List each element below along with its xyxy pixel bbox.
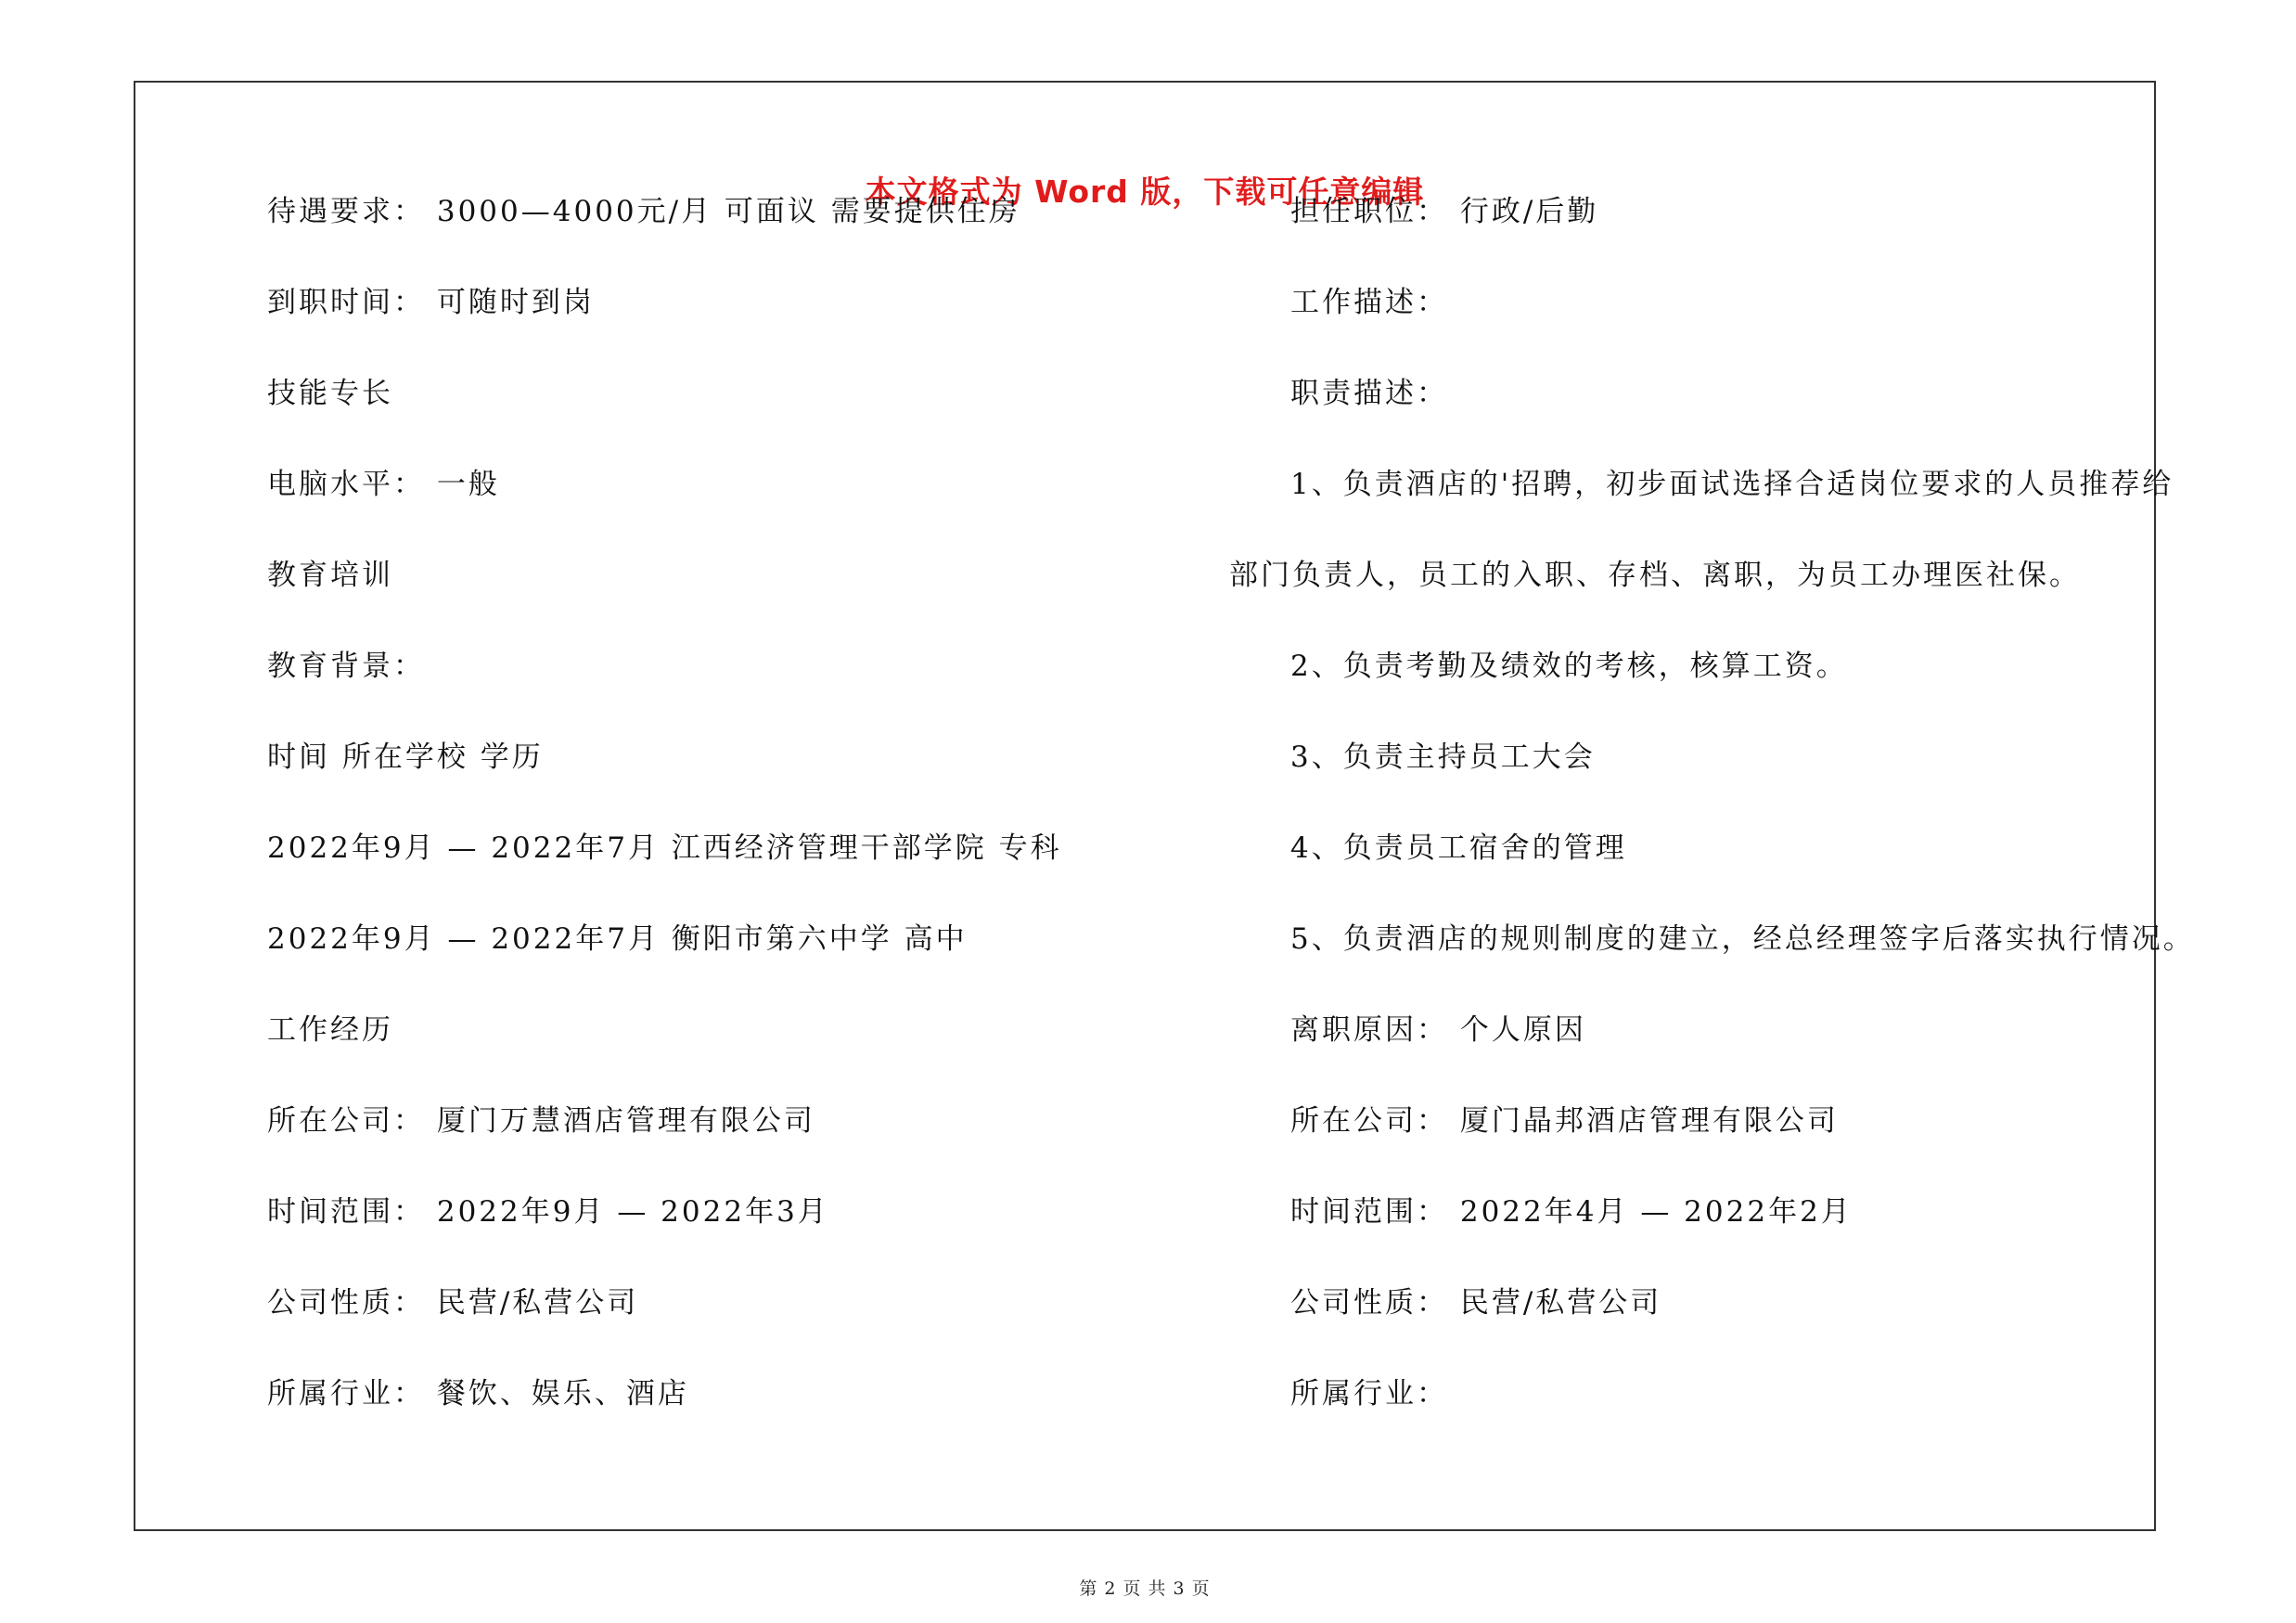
right-line-13: 公司性质： 民营/私营公司 <box>1290 1286 1662 1320</box>
right-line-12: 时间范围： 2022年4月 — 2022年2月 <box>1290 1195 1853 1229</box>
left-line-7: 时间 所在学校 学历 <box>267 741 544 774</box>
right-line-11: 所在公司： 厦门晶邦酒店管理有限公司 <box>1290 1104 1839 1138</box>
left-line-1: 待遇要求： 3000—4000元/月 可面议 需要提供住房 <box>267 195 1020 228</box>
left-line-12: 时间范围： 2022年9月 — 2022年3月 <box>267 1195 829 1229</box>
left-line-9: 2022年9月 — 2022年7月 衡阳市第六中学 高中 <box>267 922 968 956</box>
right-line-10: 离职原因： 个人原因 <box>1290 1013 1586 1047</box>
right-line-2: 工作描述： <box>1290 286 1448 319</box>
format-banner: 本文格式为 Word 版，下载可任意编辑 <box>865 174 1425 210</box>
page-footer: 第 2 页 共 3 页 <box>1079 1578 1211 1599</box>
left-line-6: 教育背景： <box>267 650 425 683</box>
left-line-14: 所属行业： 餐饮、娱乐、酒店 <box>267 1377 689 1410</box>
left-line-11: 所在公司： 厦门万慧酒店管理有限公司 <box>267 1104 815 1138</box>
left-line-2: 到职时间： 可随时到岗 <box>267 286 595 319</box>
right-line-8: 4、负责员工宿舍的管理 <box>1290 831 1627 865</box>
right-line-3: 职责描述： <box>1290 377 1448 410</box>
left-line-10: 工作经历 <box>267 1013 393 1047</box>
right-line-1: 担任职位： 行政/后勤 <box>1290 195 1599 228</box>
left-line-13: 公司性质： 民营/私营公司 <box>267 1286 639 1320</box>
right-line-5: 部门负责人，员工的入职、存档、离职，为员工办理医社保。 <box>1229 559 2081 592</box>
right-line-14: 所属行业： <box>1290 1377 1448 1410</box>
right-line-6: 2、负责考勤及绩效的考核，核算工资。 <box>1290 650 1848 683</box>
left-line-8: 2022年9月 — 2022年7月 江西经济管理干部学院 专科 <box>267 831 1062 865</box>
left-line-4: 电脑水平： 一般 <box>267 468 500 501</box>
left-line-3: 技能专长 <box>267 377 393 410</box>
right-line-9: 5、负责酒店的规则制度的建立，经总经理签字后落实执行情况。 <box>1290 922 2195 956</box>
right-line-7: 3、负责主持员工大会 <box>1290 741 1596 774</box>
right-line-4: 1、负责酒店的'招聘，初步面试选择合适岗位要求的人员推荐给 <box>1290 468 2174 501</box>
left-line-5: 教育培训 <box>267 559 393 592</box>
